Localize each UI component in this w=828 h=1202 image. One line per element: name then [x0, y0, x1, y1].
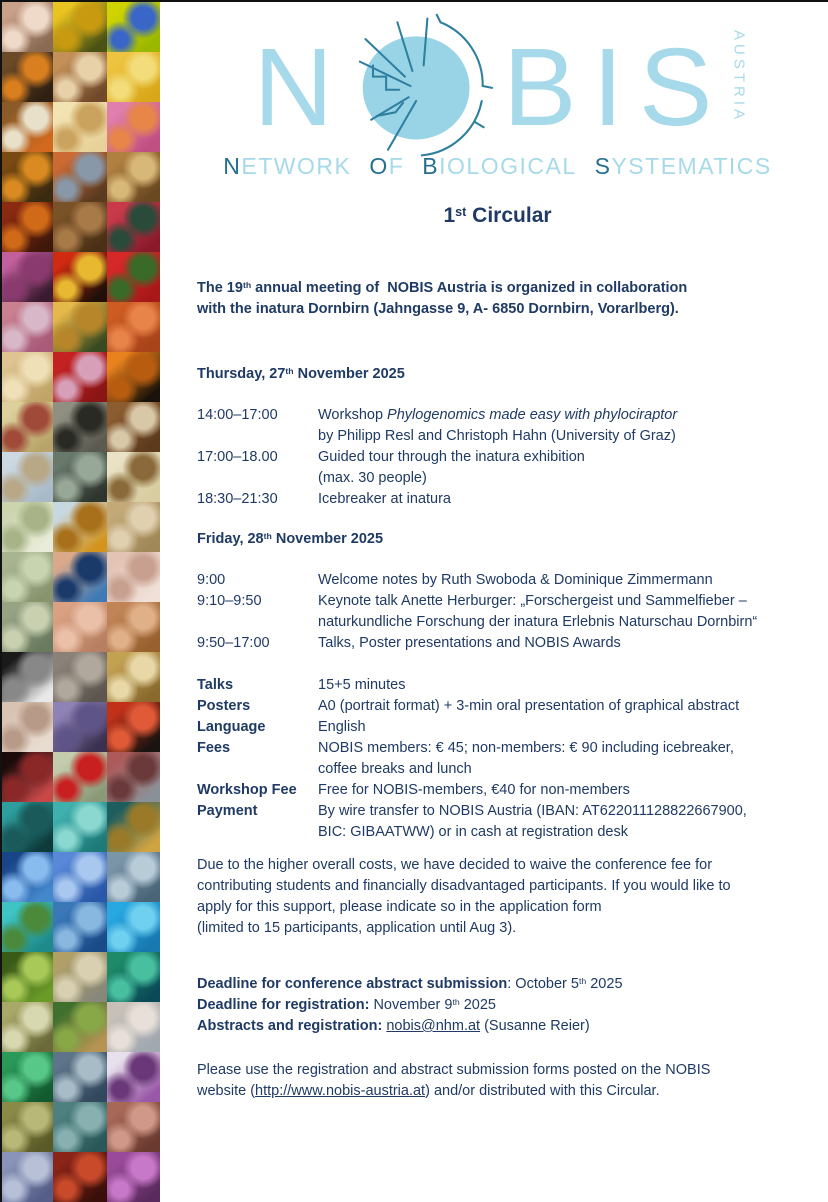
detail-row — [197, 696, 798, 717]
photo-tile-octopus-suckers — [107, 602, 160, 652]
photo-tile-orange-mushroom — [0, 102, 53, 152]
photo-tile-snowflake-plankton — [53, 852, 106, 902]
photo-tile-autumn-leaves — [0, 152, 53, 202]
schedule-description — [318, 570, 798, 591]
detail-value — [318, 675, 798, 696]
text-line: 15+5 minutes — [318, 677, 406, 693]
photo-tile-ball-python — [53, 52, 106, 102]
text-line: (max. 30 people) — [318, 470, 427, 486]
logo-letters-left — [246, 26, 341, 149]
friday-heading: Friday, 28th November 2025 — [197, 531, 384, 547]
photo-tile-purple-cells — [107, 1052, 160, 1102]
photo-tile-pipefish — [53, 1002, 106, 1052]
detail-row — [197, 738, 798, 780]
detail-value — [318, 738, 798, 780]
detail-label: Language — [197, 719, 266, 735]
fee-waiver-paragraph — [197, 855, 798, 939]
schedule-time: 18:30–21:30 — [197, 491, 278, 507]
detail-label: Payment — [197, 803, 258, 819]
photo-tile-amoeba — [53, 952, 106, 1002]
photo-tile-nautilus-spiral — [107, 652, 160, 702]
subtitle-initial: N — [223, 153, 242, 179]
logo-letter-i: I — [592, 26, 623, 149]
schedule-description — [318, 447, 798, 489]
detail-value — [318, 801, 798, 843]
photo-tile-barnacles — [53, 402, 106, 452]
logo-austria-label: AUSTRIA — [730, 30, 748, 124]
photo-tile-pollen-spheres — [0, 1152, 53, 1202]
photo-tile-brain-coral — [107, 752, 160, 802]
schedule-description — [318, 405, 798, 447]
text-line: apply for this support, please indicate so in the application form — [197, 899, 602, 915]
photo-tile-peacock-feathers — [107, 952, 160, 1002]
conference-details — [197, 675, 798, 843]
photo-tile-green-waves — [0, 1052, 53, 1102]
photo-tile-crab-watermelon — [107, 202, 160, 252]
photo-tile-reptile-eye — [0, 52, 53, 102]
text-line: Guided tour through the inatura exhibition — [318, 449, 585, 465]
text-line: coffee breaks and lunch — [318, 761, 472, 777]
photo-tile-red-radiolarian — [0, 752, 53, 802]
text-line: By wire transfer to NOBIS Austria (IBAN: AT622011128822667900, — [318, 803, 747, 819]
photo-tile-pine-cone — [107, 402, 160, 452]
photo-tile-algae-leaves — [0, 902, 53, 952]
detail-row — [197, 780, 798, 801]
nobis-logo — [197, 24, 798, 152]
schedule-description — [318, 591, 798, 633]
link[interactable]: nobis@nhm.at — [386, 1018, 481, 1034]
photo-tile-amber-egg — [53, 502, 106, 552]
photo-tile-orange-pincushion — [107, 352, 160, 402]
photo-tile-blood-cells — [107, 552, 160, 602]
photo-tile-corn-kernels — [107, 52, 160, 102]
text-line: naturkundliche Forschung der inatura Erlebnis Naturschau Dornbirn“ — [318, 614, 758, 630]
logo-letter-n: N — [253, 26, 334, 149]
text-line: (limited to 15 participants, application until Aug 3). — [197, 920, 517, 936]
subtitle-rest: YSTEMATICS — [611, 153, 772, 179]
text-line: Free for NOBIS-members, €40 for non-members — [318, 782, 630, 798]
phylogenetic-tree-icon — [343, 11, 493, 161]
photo-tile-cream-filaments — [0, 352, 53, 402]
photo-tile-purple-blossoms — [107, 1152, 160, 1202]
photo-tile-pink-microbes — [0, 302, 53, 352]
photo-tile-louse-drawing — [53, 102, 106, 152]
photo-tile-coral-polyps — [0, 1102, 53, 1152]
photo-tile-diatom-chains — [107, 452, 160, 502]
schedule-time: 9:10–9:50 — [197, 593, 262, 609]
photo-tile-diatom-grid — [107, 852, 160, 902]
photo-tile-orange-lichen — [53, 152, 106, 202]
photo-tile-tree-bark — [53, 652, 106, 702]
schedule-row — [197, 447, 798, 489]
schedule-description — [318, 633, 798, 654]
detail-value — [318, 717, 798, 738]
schedule-time: 17:00–18.00 — [197, 449, 278, 465]
closing-paragraph — [197, 1060, 798, 1102]
intro-paragraph — [197, 278, 798, 320]
logo-letters-right — [495, 26, 720, 149]
photo-tile-purple-hydroids — [53, 702, 106, 752]
schedule-row — [197, 591, 798, 633]
photo-tile-ciliate-cell — [0, 452, 53, 502]
photo-tile-lichen-crust — [0, 602, 53, 652]
photo-tile-strawberries — [107, 252, 160, 302]
text-line: NOBIS members: € 45; non-members: € 90 including icebreaker, — [318, 740, 734, 756]
photo-tile-jellyfish — [53, 902, 106, 952]
schedule-time: 14:00–17:00 — [197, 407, 278, 423]
deadline-item: Deadline for registration: November 9th 2025 — [197, 997, 496, 1013]
deadline-item: Abstracts and registration: nobis@nhm.at (Susanne Reier) — [197, 1018, 590, 1034]
detail-row — [197, 717, 798, 738]
photo-tile-teal-plankton — [53, 802, 106, 852]
photo-tile-pink-shells — [107, 102, 160, 152]
subtitle-word — [595, 153, 772, 179]
photo-tile-mussel-bed — [53, 452, 106, 502]
text-line: contributing students and financially disadvantaged participants. If you would like to — [197, 878, 731, 894]
thursday-schedule — [197, 405, 798, 510]
photo-tile-blue-cell — [107, 902, 160, 952]
photo-tile-magenta-flowers — [0, 252, 53, 302]
photo-tile-dragonfly — [107, 2, 160, 52]
photo-tile-green-ciliate — [0, 952, 53, 1002]
photo-tile-zebra-stripes — [0, 652, 53, 702]
schedule-row — [197, 570, 798, 591]
detail-value — [318, 696, 798, 717]
schedule-time: 9:00 — [197, 572, 226, 588]
photo-tile-hoverfly-face — [53, 252, 106, 302]
text-line: Due to the higher overall costs, we have decided to waive the conference fee for — [197, 857, 713, 873]
photo-tile-child-eye — [53, 552, 106, 602]
schedule-time: 9:50–17:00 — [197, 635, 270, 651]
page-title: 1st Circular — [443, 204, 552, 227]
text-line: The 19th annual meeting of NOBIS Austria is organized in collaboration — [197, 280, 688, 296]
text-line: Please use the registration and abstract submission forms posted on the NOBIS — [197, 1062, 711, 1078]
photo-tile-squash-blossom — [53, 2, 106, 52]
text-line: A0 (portrait format) + 3-min oral presentation of graphical abstract — [318, 698, 740, 714]
text-line: Icebreaker at inatura — [318, 491, 451, 507]
schedule-row — [197, 405, 798, 447]
detail-row — [197, 801, 798, 843]
deadlines-block — [197, 974, 798, 1037]
text-line: with the inatura Dornbirn (Jahngasse 9, A- 6850 Dornbirn, Vorarlberg). — [197, 301, 679, 317]
text-line: Welcome notes by Ruth Swoboda & Dominique Zimmermann — [318, 572, 713, 588]
detail-row — [197, 675, 798, 696]
subtitle-initial: O — [369, 153, 389, 179]
schedule-row — [197, 489, 798, 510]
photo-tile-child-nose — [53, 602, 106, 652]
subtitle-initial: B — [422, 153, 440, 179]
photo-tile-dark-red-coral — [53, 1152, 106, 1202]
photo-tile-dried-flowers — [0, 2, 53, 52]
subtitle-word — [223, 153, 351, 179]
photo-tile-palm-weave — [0, 402, 53, 452]
photo-tile-rotifer-micrograph — [107, 502, 160, 552]
photo-tile-wasp-nest — [53, 202, 106, 252]
subtitle-rest: IOLOGICAL — [439, 153, 577, 179]
text-line: Keynote talk Anette Herburger: „Forschergeist und Sammelfieber – — [318, 593, 747, 609]
detail-label: Talks — [197, 677, 234, 693]
photo-tile-amber-spider — [0, 202, 53, 252]
text-line: Talks, Poster presentations and NOBIS Awards — [318, 635, 621, 651]
friday-schedule — [197, 570, 798, 654]
photo-tile-golden-algae — [107, 802, 160, 852]
page-left-border — [0, 0, 2, 1202]
detail-label: Fees — [197, 740, 231, 756]
link[interactable]: http://www.nobis-austria.at — [255, 1083, 426, 1099]
schedule-row — [197, 633, 798, 654]
text-line: English — [318, 719, 366, 735]
logo-letter-s: S — [639, 26, 713, 149]
photo-tile-blue-radiolarian — [0, 852, 53, 902]
text-line: BIC: GIBAATWW) or in cash at registration desk — [318, 824, 628, 840]
circular-document — [160, 2, 828, 1200]
subtitle-rest: ETWORK — [241, 153, 352, 179]
logo-letter-b: B — [503, 26, 577, 149]
photo-tile-red-anemone — [53, 352, 106, 402]
photo-tile-mushroom-cluster — [53, 302, 106, 352]
text-line: by Philipp Resl and Christoph Hahn (University of Graz) — [318, 428, 676, 444]
page-top-border — [0, 0, 828, 2]
schedule-description — [318, 489, 798, 510]
photo-tile-redtip-lichen — [53, 752, 106, 802]
photo-tile-tissue-section — [53, 1102, 106, 1152]
photo-tile-worm-section — [0, 1002, 53, 1052]
photo-tile-diatom-disc — [53, 1052, 106, 1102]
photo-tile-firebugs — [107, 702, 160, 752]
photo-tile-teal-reef — [0, 802, 53, 852]
photo-tile-fungus-gills — [107, 152, 160, 202]
subtitle-rest: F — [388, 153, 405, 179]
deadline-item: Deadline for conference abstract submission: October 5th 2025 — [197, 976, 623, 992]
text-line: Workshop Phylogenomics made easy with phylociraptor — [318, 407, 678, 423]
detail-label: Workshop Fee — [197, 782, 297, 798]
photo-tile-moss-cells — [0, 552, 53, 602]
photo-tile-worm-tangle — [107, 1102, 160, 1152]
detail-value — [318, 780, 798, 801]
text-line: website (http://www.nobis-austria.at) and/or distributed with this Circular. — [197, 1083, 660, 1099]
logo-subtitle — [197, 153, 798, 179]
subtitle-initial: S — [594, 153, 612, 179]
thursday-heading: Thursday, 27th November 2025 — [197, 366, 405, 382]
photo-tile-nematode — [107, 1002, 160, 1052]
photo-tile-coral-maze — [107, 302, 160, 352]
photo-tile-worm-squiggles — [0, 702, 53, 752]
photo-tile-leaf-cells — [0, 502, 53, 552]
detail-label: Posters — [197, 698, 251, 714]
nature-photo-mosaic — [0, 2, 160, 1202]
